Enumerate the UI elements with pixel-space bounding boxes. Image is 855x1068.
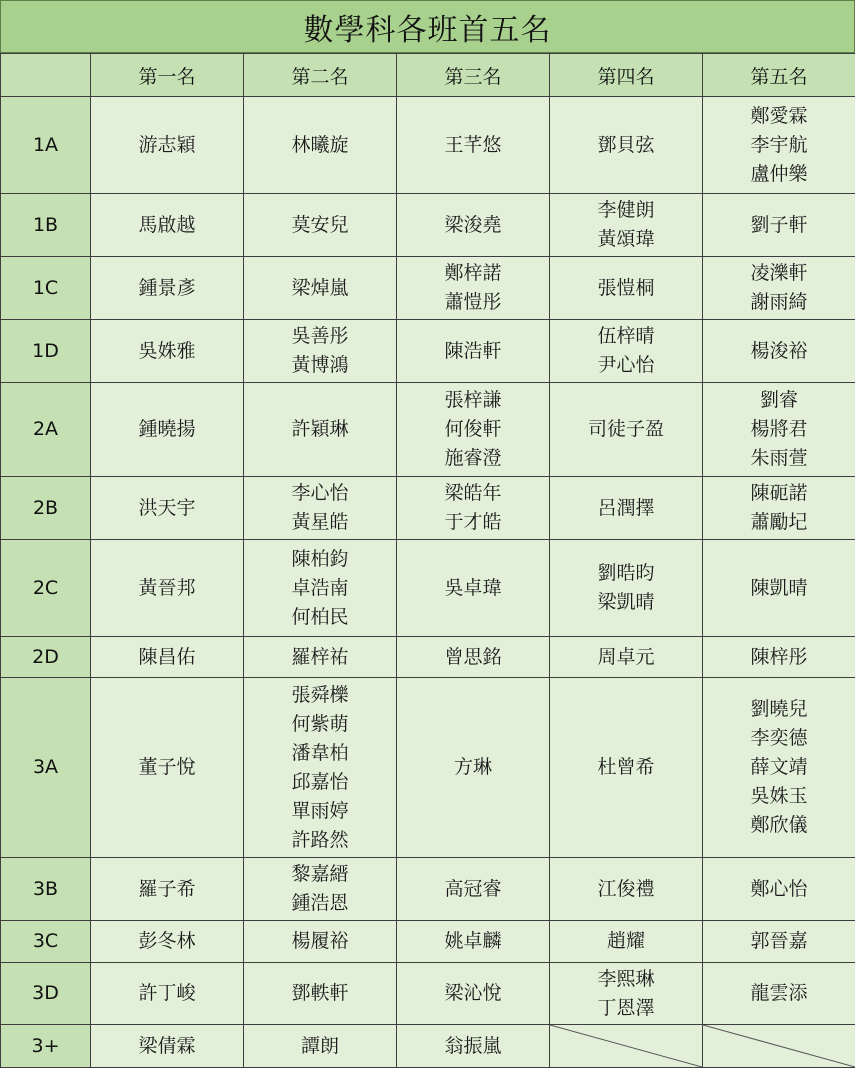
student-name: 吳善彤 <box>291 325 349 347</box>
student-name: 鄧貝弦 <box>597 133 655 156</box>
rank-cell-2 <box>244 858 397 921</box>
table-row <box>1 257 855 320</box>
student-name: 黃博鴻 <box>291 354 349 376</box>
rank-cell-4 <box>550 194 703 257</box>
diagonal-line <box>550 1025 702 1067</box>
table-row <box>1 477 855 540</box>
class-label: 3C <box>1 921 91 963</box>
rank-cell-1 <box>91 1025 244 1068</box>
rank-cell-3 <box>397 637 550 678</box>
student-name: 黃頌瑋 <box>597 228 655 250</box>
student-name: 趙耀 <box>606 930 645 952</box>
table-row <box>1 963 855 1025</box>
rank-cell-5 <box>703 678 855 858</box>
rank-cell-3 <box>397 97 550 194</box>
student-name: 梁皓年 <box>444 482 502 504</box>
student-name: 陳梓彤 <box>750 645 808 668</box>
student-name: 陳浩軒 <box>444 339 502 362</box>
student-name: 何俊軒 <box>444 418 502 440</box>
table-row <box>1 637 855 678</box>
rank-cell-2 <box>244 637 397 678</box>
student-name: 潘韋柏 <box>291 741 349 764</box>
student-name: 單雨婷 <box>291 799 349 822</box>
student-name: 謝雨綺 <box>750 291 808 313</box>
table-row <box>1 1025 855 1068</box>
rank-cell-4 <box>550 383 703 477</box>
class-label: 1B <box>1 194 91 257</box>
student-name: 江俊禮 <box>597 877 655 900</box>
rank-cell-3 <box>397 383 550 477</box>
rank-cell-1 <box>91 194 244 257</box>
student-name: 盧仲樂 <box>750 162 808 185</box>
rank-cell-1 <box>91 963 244 1025</box>
class-label: 2B <box>1 477 91 540</box>
student-name: 鄭梓諾 <box>444 262 502 284</box>
class-label: 3+ <box>1 1025 91 1068</box>
rank-cell-5 <box>703 921 855 963</box>
class-label: 1A <box>1 97 91 194</box>
student-name: 梁浚堯 <box>444 213 502 236</box>
student-name: 羅子希 <box>138 877 196 900</box>
table-row <box>1 678 855 858</box>
student-name: 梁凱晴 <box>597 591 655 613</box>
student-name: 施睿澄 <box>444 447 502 469</box>
student-name: 尹心怡 <box>597 354 655 376</box>
student-name: 凌濼軒 <box>750 262 808 284</box>
student-name: 蕭愷彤 <box>444 291 502 313</box>
rank-cell-5 <box>703 383 855 477</box>
rank-cell-3 <box>397 320 550 383</box>
student-name: 鍾曉揚 <box>138 418 196 440</box>
student-name: 翁振嵐 <box>444 1034 502 1057</box>
student-name: 龍雲添 <box>750 982 808 1004</box>
rank-cell-3 <box>397 921 550 963</box>
student-name: 劉睿 <box>759 389 798 411</box>
student-name: 鄭心怡 <box>750 877 808 900</box>
student-name: 馬啟越 <box>138 213 196 236</box>
rank-cell-4 <box>550 257 703 320</box>
rank-cell-2 <box>244 257 397 320</box>
student-name: 鍾浩恩 <box>291 892 349 914</box>
class-label: 2C <box>1 540 91 637</box>
student-name: 鄭欣儀 <box>750 814 808 836</box>
rank-cell-5 <box>703 637 855 678</box>
rank-cell-1 <box>91 477 244 540</box>
student-name: 譚朗 <box>300 1034 339 1057</box>
rank-cell-5 <box>703 963 855 1025</box>
student-name: 吳姝玉 <box>750 785 808 807</box>
rank-cell-5 <box>703 858 855 921</box>
student-name: 鄧軼軒 <box>291 982 349 1004</box>
student-name: 于才皓 <box>444 511 502 533</box>
student-name: 楊履裕 <box>291 930 349 952</box>
header-rank-3: 第三名 <box>397 54 550 97</box>
student-name: 陳砈諾 <box>750 482 808 504</box>
student-name: 羅梓祐 <box>291 645 349 668</box>
rank-cell-1 <box>91 921 244 963</box>
rank-cell-5 <box>703 97 855 194</box>
student-name: 杜曾希 <box>597 756 655 778</box>
rank-cell-1 <box>91 637 244 678</box>
empty-cell <box>703 1025 855 1068</box>
student-name: 曾思銘 <box>444 645 502 668</box>
rank-cell-4 <box>550 858 703 921</box>
rank-cell-4 <box>550 320 703 383</box>
header-row <box>1 54 855 97</box>
student-name: 李宇航 <box>750 133 808 156</box>
student-name: 郭晉嘉 <box>750 930 808 952</box>
student-name: 楊浚裕 <box>750 339 808 362</box>
rank-cell-4 <box>550 477 703 540</box>
rank-cell-5 <box>703 257 855 320</box>
header-rank-1: 第一名 <box>91 54 244 97</box>
student-name: 陳柏鈞 <box>291 547 349 570</box>
rank-cell-2 <box>244 1025 397 1068</box>
rank-cell-1 <box>91 383 244 477</box>
student-name: 董子悅 <box>138 756 196 778</box>
student-name: 卓浩南 <box>291 576 349 599</box>
rank-cell-1 <box>91 97 244 194</box>
student-name: 張梓謙 <box>444 389 502 411</box>
student-name: 梁倩霖 <box>138 1034 196 1057</box>
rank-cell-1 <box>91 858 244 921</box>
rank-cell-1 <box>91 678 244 858</box>
student-name: 洪天宇 <box>138 496 196 519</box>
ranking-table <box>0 53 855 1068</box>
student-name: 李奕德 <box>750 727 808 749</box>
table-row <box>1 921 855 963</box>
student-name: 周卓元 <box>597 645 655 668</box>
class-label: 3D <box>1 963 91 1025</box>
rank-cell-3 <box>397 1025 550 1068</box>
rank-cell-3 <box>397 477 550 540</box>
student-name: 姚卓麟 <box>444 930 502 952</box>
student-name: 莫安兒 <box>291 213 349 236</box>
student-name: 許穎琳 <box>291 418 349 440</box>
rank-cell-5 <box>703 477 855 540</box>
table-row <box>1 540 855 637</box>
rank-cell-4 <box>550 637 703 678</box>
student-name: 陳昌佑 <box>138 645 196 668</box>
student-name: 何柏民 <box>291 605 349 628</box>
rank-cell-2 <box>244 921 397 963</box>
rank-cell-3 <box>397 540 550 637</box>
header-rank-4: 第四名 <box>550 54 703 97</box>
header-rank-2: 第二名 <box>244 54 397 97</box>
student-name: 鄭愛霖 <box>750 104 808 127</box>
rank-cell-2 <box>244 540 397 637</box>
student-name: 彭冬林 <box>138 930 196 952</box>
rank-cell-1 <box>91 540 244 637</box>
header-rank-5: 第五名 <box>703 54 855 97</box>
student-name: 游志穎 <box>138 133 196 156</box>
rank-cell-5 <box>703 320 855 383</box>
rank-cell-3 <box>397 257 550 320</box>
student-name: 呂潤擇 <box>597 496 655 519</box>
student-name: 吳卓瑋 <box>444 576 502 599</box>
class-label: 3B <box>1 858 91 921</box>
student-name: 張舜櫟 <box>291 683 349 706</box>
rank-cell-5 <box>703 194 855 257</box>
student-name: 許路然 <box>291 828 349 851</box>
class-label: 3A <box>1 678 91 858</box>
student-name: 何紫萌 <box>291 712 349 735</box>
sheet-title: 數學科各班首五名 <box>0 0 855 53</box>
rank-cell-2 <box>244 194 397 257</box>
student-name: 司徒子盈 <box>587 418 664 440</box>
rank-cell-4 <box>550 540 703 637</box>
empty-cell <box>550 1025 703 1068</box>
class-label: 2D <box>1 637 91 678</box>
rank-cell-3 <box>397 963 550 1025</box>
student-name: 陳凱晴 <box>750 576 808 599</box>
student-name: 楊將君 <box>750 418 808 440</box>
student-name: 張愷桐 <box>597 276 655 299</box>
class-label: 2A <box>1 383 91 477</box>
student-name: 劉曉兒 <box>750 698 808 720</box>
rank-cell-2 <box>244 963 397 1025</box>
rank-cell-2 <box>244 383 397 477</box>
diagonal-line <box>703 1025 855 1067</box>
table-row <box>1 97 855 194</box>
student-name: 劉子軒 <box>750 213 808 236</box>
rank-cell-3 <box>397 194 550 257</box>
table-row <box>1 383 855 477</box>
table-row <box>1 194 855 257</box>
student-name: 吳姝雅 <box>138 339 196 362</box>
student-name: 梁焯嵐 <box>291 276 349 299</box>
rank-cell-4 <box>550 97 703 194</box>
student-name: 朱雨萱 <box>750 447 808 469</box>
student-name: 蕭勵圮 <box>750 511 808 533</box>
rank-cell-1 <box>91 257 244 320</box>
student-name: 高冠睿 <box>444 877 502 900</box>
table-body <box>1 97 855 1068</box>
rank-cell-2 <box>244 477 397 540</box>
class-label: 1C <box>1 257 91 320</box>
student-name: 黃星皓 <box>291 511 349 533</box>
student-name: 李熙琳 <box>597 967 655 990</box>
rank-cell-5 <box>703 540 855 637</box>
rank-cell-4 <box>550 678 703 858</box>
class-label: 1D <box>1 320 91 383</box>
student-name: 梁沁悅 <box>444 982 502 1004</box>
rank-cell-2 <box>244 97 397 194</box>
student-name: 黎嘉縉 <box>291 863 349 885</box>
rank-cell-4 <box>550 921 703 963</box>
student-name: 王芊悠 <box>444 133 502 156</box>
rank-cell-4 <box>550 963 703 1025</box>
student-name: 鍾景彥 <box>138 276 196 299</box>
student-name: 李心怡 <box>291 482 349 504</box>
rank-cell-3 <box>397 678 550 858</box>
student-name: 李健朗 <box>597 199 655 221</box>
corner-header <box>1 54 91 97</box>
student-name: 林曦旋 <box>291 133 349 156</box>
student-name: 劉晧昀 <box>597 562 655 584</box>
student-name: 方琳 <box>453 756 492 778</box>
student-name: 邱嘉怡 <box>291 770 349 793</box>
student-name: 黃晉邦 <box>138 576 196 599</box>
student-name: 許丁峻 <box>138 982 196 1004</box>
rank-cell-3 <box>397 858 550 921</box>
rank-cell-1 <box>91 320 244 383</box>
table-row <box>1 858 855 921</box>
rank-cell-2 <box>244 678 397 858</box>
student-name: 丁恩澤 <box>597 996 655 1019</box>
rank-cell-2 <box>244 320 397 383</box>
table-row <box>1 320 855 383</box>
student-name: 伍梓晴 <box>597 325 655 347</box>
student-name: 薛文靖 <box>750 756 808 778</box>
